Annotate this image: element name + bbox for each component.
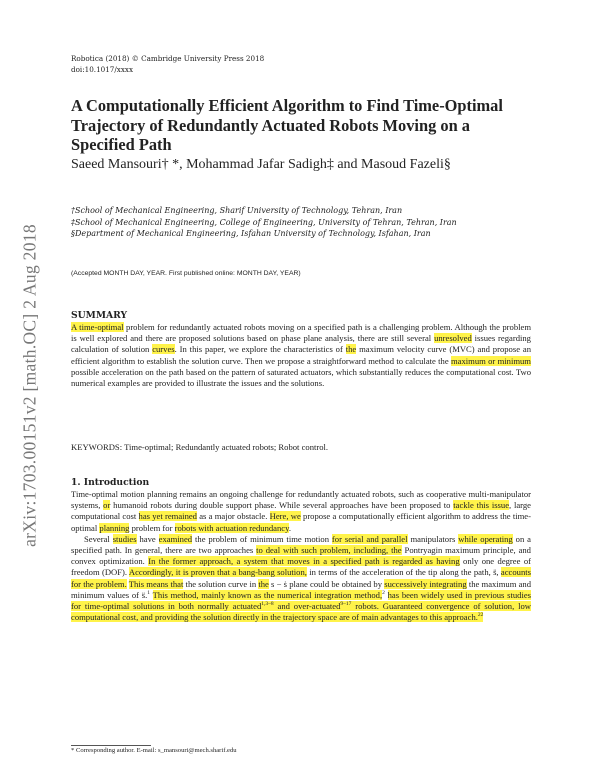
text-run: Several	[84, 533, 113, 544]
text-run: have	[136, 533, 159, 544]
affiliation-2: ‡School of Mechanical Engineering, College of Engineering, University of Tehran, Tehran, Iran	[71, 217, 457, 227]
text-run: s − ṡ plane could be obtained by	[268, 578, 385, 589]
arxiv-stamp: arXiv:1703.00151v2 [math.OC] 2 Aug 2018	[19, 224, 40, 547]
intro-paragraph-2	[71, 534, 531, 624]
affiliations	[71, 205, 491, 240]
footnote-divider	[71, 745, 151, 746]
citation: 2	[382, 589, 385, 596]
highlight: unresolved	[434, 333, 472, 344]
text-run: as a major obstacle.	[196, 511, 270, 522]
text-run: Guaranteed convergence of solution, low computational cost, and providing the solution directly in the trajectory space are of main advantages to this approach.	[71, 601, 531, 623]
text-run: robots.	[351, 601, 383, 612]
highlight: successively integrating	[384, 578, 467, 589]
highlight: for serial and parallel	[331, 533, 408, 544]
introduction-text	[71, 489, 531, 623]
highlight: examined	[158, 533, 193, 544]
text-run: propose a computationally efficient algorithm to address the time-optimal	[71, 511, 531, 533]
highlight: robots with actuation redundancy	[174, 522, 289, 533]
highlight: maximum or minimum	[450, 355, 531, 366]
paper-title: A Computationally Efficient Algorithm to Find Time-Optimal Trajectory of Redundantly Actuated Robots Moving on a Specified Path	[71, 96, 503, 154]
highlight: while operating	[458, 533, 513, 544]
text-run: on a specified path. In general, there are two approaches	[71, 533, 531, 556]
text-run: humanoid robots during double support phase. While several approaches have been proposed to	[110, 500, 454, 511]
highlight: This means that	[128, 578, 184, 589]
highlight: In the former approach, a system that moves in a specified path is regarded as having	[148, 556, 460, 567]
keywords: KEYWORDS: Time-optimal; Redundantly actuated robots; Robot control.	[71, 442, 329, 452]
text-run: in terms of the acceleration of the tip along the path, s̈,	[306, 567, 501, 578]
highlight: has yet remained	[138, 511, 197, 522]
text-run: , large computational cost	[71, 500, 531, 522]
text-run: . In this paper, we explore the characteristics of	[174, 344, 346, 355]
citation: 9–17	[340, 601, 352, 608]
text-run: the maximum and minimum values of s̈.	[71, 578, 532, 600]
highlight: A time-optimal	[71, 322, 124, 332]
text-run: problem for redundantly actuated robots moving on a specified path is a challenging problem. Although the problem is well explored and there are proposed solutions based on phase plane analysis, there are still several	[71, 322, 531, 344]
footnote: * Corresponding author. E-mail: s_mansouri@mech.sharif.edu	[71, 747, 237, 754]
highlight: Here, we	[269, 511, 301, 522]
affiliation-1: †School of Mechanical Engineering, Sharif University of Technology, Tehran, Iran	[71, 206, 403, 215]
summary-text	[71, 322, 531, 389]
citation: 22	[477, 612, 484, 619]
text-run: possible acceleration on the path based on the pattern of saturated actuators, which substantially reduces the computational cost. Two numerical examples are provided to illustrate the issues and the solutions.	[71, 366, 531, 389]
highlight: tackle this issue	[453, 500, 510, 511]
text-run: Time-optimal motion planning remains an ongoing challenge for redundantly actuated robots, such as cooperative multi-manipulator systems,	[71, 489, 531, 511]
section-heading-introduction: 1. Introduction	[71, 477, 150, 488]
highlight: the	[345, 344, 357, 355]
highlight: accounts for the problem.	[71, 567, 531, 589]
highlight: curves	[152, 344, 175, 355]
text-run: the problem of minimum time motion	[192, 533, 332, 544]
affiliation-3: §Department of Mechanical Engineering, Isfahan University of Technology, Isfahan, Iran	[71, 229, 431, 238]
citation: 1	[147, 589, 150, 596]
citation: 1,3–8	[261, 601, 274, 608]
text-run: .	[288, 522, 291, 533]
text-run: problem for	[129, 522, 175, 533]
text-run: only one degree of freedom (DOF).	[71, 556, 531, 578]
text-run: the solution curve in	[183, 578, 259, 589]
text-run: has been widely used in previous studies for time-optimal solutions in both normally actuated	[71, 589, 532, 612]
highlight: This method, mainly known as the numerical integration method,	[152, 589, 383, 600]
journal-header	[71, 53, 371, 75]
highlight: the	[258, 578, 269, 589]
text-run: issues regarding calculation of solution	[71, 333, 531, 355]
text-run: manipulators	[407, 533, 459, 544]
text-run: Pontryagin maximum principle, and convex optimization.	[71, 545, 531, 567]
journal-line: Robotica (2018) © Cambridge University Press 2018	[71, 54, 265, 63]
summary-heading: SUMMARY	[71, 310, 128, 321]
highlight: to deal with such problem, including, the	[256, 545, 402, 556]
text-run: maximum velocity curve (MVC) and propose an efficient algorithm to establish the solution curve. Then we propose a straightforward method to calculate the	[71, 344, 531, 366]
author-list: Saeed Mansouri† *, Mohammad Jafar Sadigh‡ and Masoud Fazeli§	[71, 157, 451, 172]
accepted-line: (Accepted MONTH DAY, YEAR. First published online: MONTH DAY, YEAR)	[71, 270, 301, 277]
highlight: Accordingly, it is proven that a bang-bang solution,	[128, 567, 307, 578]
highlight: planning	[99, 522, 130, 533]
intro-paragraph-1	[71, 489, 531, 534]
doi-line: doi:10.1017/xxxx	[71, 65, 134, 74]
text-run: and over-actuated	[273, 601, 341, 612]
highlight: studies	[112, 533, 137, 544]
highlight: or	[103, 500, 111, 511]
